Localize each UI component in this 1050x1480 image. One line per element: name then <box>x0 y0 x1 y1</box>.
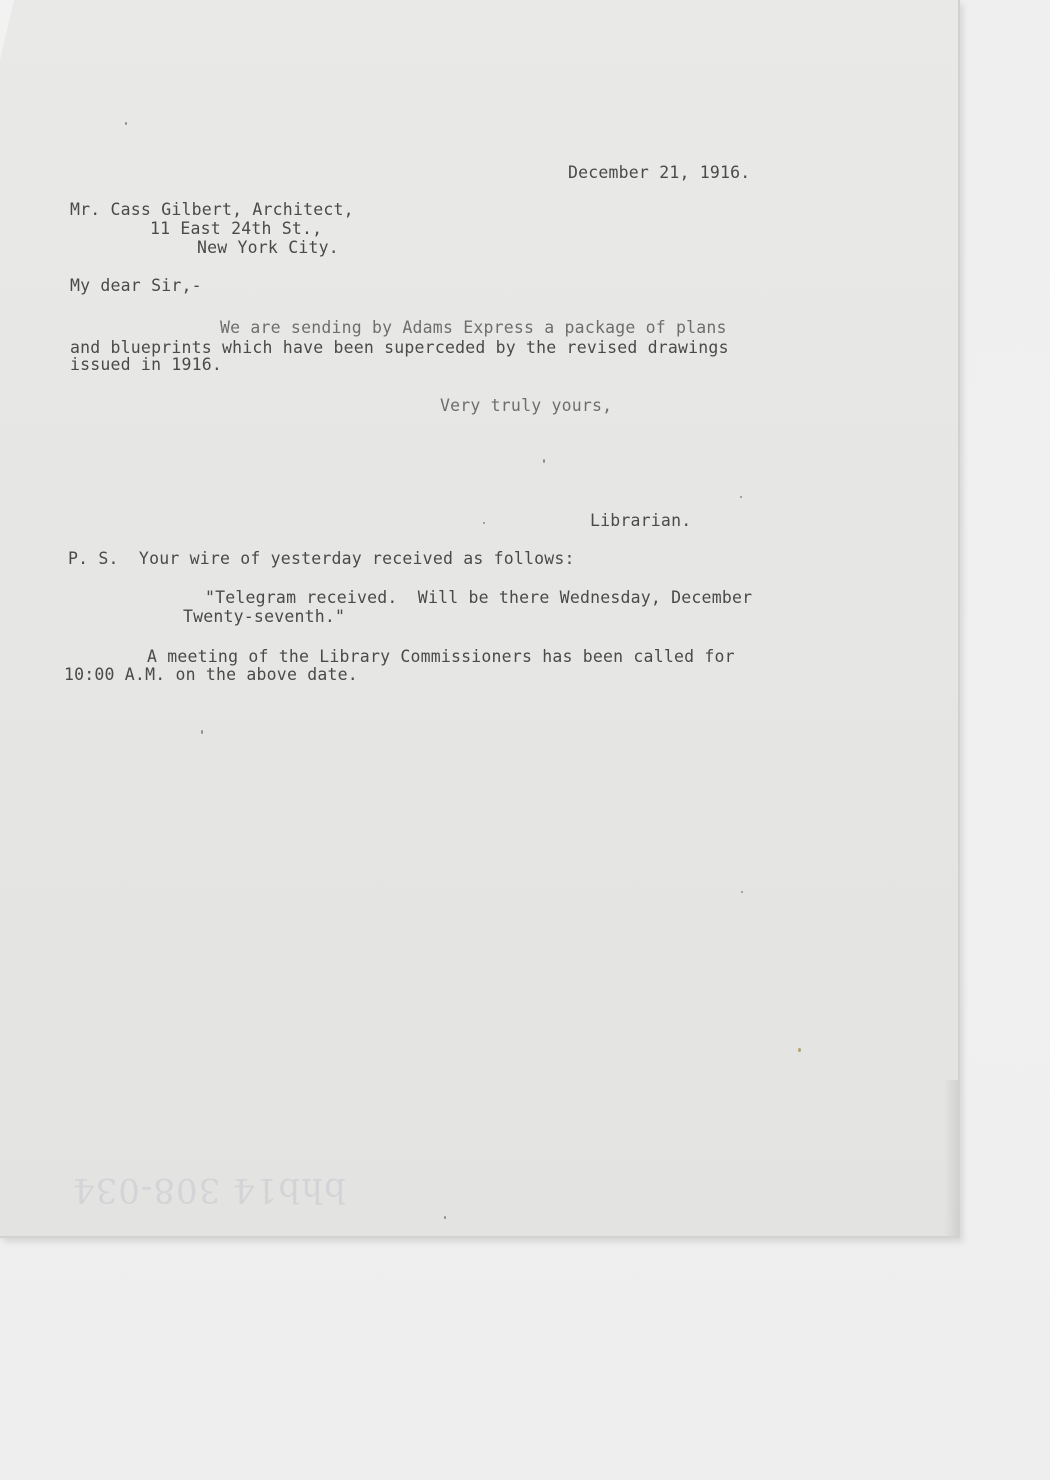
paper-speck <box>741 891 743 893</box>
paper-edge-shadow <box>944 1080 958 1236</box>
paper-speck <box>125 122 127 125</box>
paper-fold-corner <box>0 0 14 60</box>
recipient-name: Mr. Cass Gilbert, Architect, <box>70 200 354 219</box>
paper-speck <box>483 522 485 524</box>
signature-title: Librarian. <box>590 511 692 530</box>
letter-date: December 21, 1916. <box>568 163 751 182</box>
body-line-2: and blueprints which have been superceded by the revised drawings <box>70 338 729 357</box>
paper-speck <box>543 459 545 463</box>
recipient-city: New York City. <box>197 238 339 257</box>
paper-speck <box>201 730 203 734</box>
telegram-quote-line-2: Twenty-seventh." <box>183 607 346 626</box>
body-line-3: issued in 1916. <box>70 355 223 374</box>
telegram-quote-line-1: "Telegram received. Will be there Wednesday, December <box>205 588 753 607</box>
salutation: My dear Sir,- <box>70 276 202 295</box>
meeting-note-line-2: 10:00 A.M. on the above date. <box>64 665 358 684</box>
recipient-street: 11 East 24th St., <box>150 219 323 238</box>
body-line-1: We are sending by Adams Express a package of plans <box>220 318 727 337</box>
paper-speck <box>444 1216 446 1219</box>
closing: Very truly yours, <box>440 396 613 415</box>
archive-number-stamp: bhb14 308-034 <box>72 1170 346 1210</box>
postscript-intro: P. S. Your wire of yesterday received as follows: <box>68 549 575 568</box>
paper-speck <box>740 496 742 498</box>
paper-speck <box>798 1048 801 1052</box>
meeting-note-line-1: A meeting of the Library Commissioners has been called for <box>147 647 735 666</box>
